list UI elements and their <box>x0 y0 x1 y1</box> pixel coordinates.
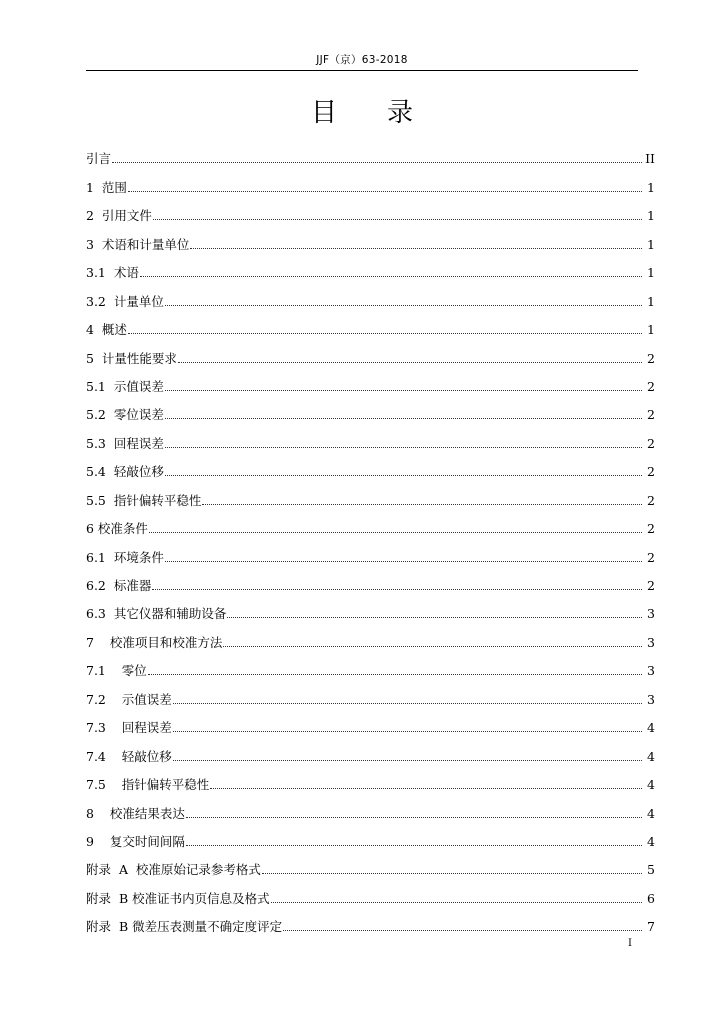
toc-dot-leader <box>223 646 642 647</box>
toc-entry-label: 8 校准结果表达 <box>86 805 185 821</box>
toc-dot-leader <box>283 930 642 931</box>
toc-entry[interactable] <box>86 850 655 878</box>
toc-entry[interactable] <box>86 594 655 622</box>
toc-entry-page: 1 <box>647 208 655 224</box>
toc-entry-page: 2 <box>647 350 655 366</box>
toc-dot-leader <box>173 703 642 704</box>
toc-entry[interactable] <box>86 196 655 224</box>
toc-entry-page: 1 <box>647 293 655 309</box>
toc-entry-label: 5.2 零位误差 <box>86 407 164 423</box>
toc-dot-leader <box>173 731 642 732</box>
toc-entry[interactable] <box>86 651 655 679</box>
toc-entry[interactable] <box>86 708 655 736</box>
toc-entry-page: 3 <box>647 663 655 679</box>
toc-dot-leader <box>165 475 642 476</box>
toc-dot-leader <box>128 333 642 334</box>
toc-entry-page: 7 <box>647 919 655 935</box>
toc-entry-label: 6 校准条件 <box>86 521 148 537</box>
toc-entry-page: 1 <box>647 322 655 338</box>
toc-entry[interactable] <box>86 793 655 821</box>
toc-entry-label: 6.2 标准器 <box>86 578 152 593</box>
page-title: 目录 <box>310 98 463 128</box>
toc-dot-leader <box>140 276 642 277</box>
toc-entry-page: 2 <box>647 464 655 480</box>
toc-entry-page: 3 <box>647 634 655 650</box>
toc-entry[interactable] <box>86 253 655 281</box>
toc-entry-page: 2 <box>647 521 655 537</box>
header-rule <box>86 70 638 71</box>
toc-dot-leader <box>186 817 642 818</box>
toc-entry-page: 4 <box>647 720 655 736</box>
toc-entry-label: 5.1 示值误差 <box>86 378 164 394</box>
toc-entry-page: 2 <box>647 378 655 394</box>
toc-entry-label: 引言 <box>86 151 112 167</box>
toc-entry-page: 3 <box>647 606 655 622</box>
toc-entry-page: 4 <box>647 748 655 764</box>
toc-entry[interactable] <box>86 367 655 395</box>
toc-entry[interactable] <box>86 736 655 764</box>
footer-page-number: I <box>628 938 632 949</box>
toc-entry-label: 4 概述 <box>86 322 127 338</box>
toc-entry[interactable] <box>86 679 655 707</box>
toc-entry-label: 5.3 回程误差 <box>86 435 164 451</box>
toc-dot-leader <box>165 305 642 306</box>
toc-entry[interactable] <box>86 167 655 195</box>
toc-dot-leader <box>128 191 642 192</box>
toc-entry-page: 5 <box>647 862 655 878</box>
running-header: JJF（京）63-2018 <box>316 54 408 66</box>
toc-entry-page: 1 <box>647 236 655 252</box>
toc-entry[interactable] <box>86 822 655 850</box>
toc-entry-label: 7.3 回程误差 <box>86 720 172 736</box>
toc-entry[interactable] <box>86 878 655 906</box>
toc-entry-label: 7.4 轻敲位移 <box>86 748 172 764</box>
toc-entry-label: 3 术语和计量单位 <box>86 236 190 252</box>
toc-entry-label: 5.5 指针偏转平稳性 <box>86 492 202 508</box>
toc-entry[interactable] <box>86 622 655 650</box>
toc-entry[interactable] <box>86 423 655 451</box>
toc-entry-page: 2 <box>647 549 655 565</box>
toc-dot-leader <box>152 589 642 590</box>
toc-dot-leader <box>165 447 642 448</box>
toc-dot-leader <box>165 390 642 391</box>
toc-entry[interactable] <box>86 139 655 167</box>
table-of-contents <box>86 139 655 935</box>
toc-entry[interactable] <box>86 566 655 594</box>
toc-entry[interactable] <box>86 395 655 423</box>
toc-entry-page: 4 <box>647 833 655 849</box>
toc-entry-label: 附录 B 校准证书内页信息及格式 <box>86 890 270 906</box>
toc-entry[interactable] <box>86 452 655 480</box>
toc-dot-leader <box>178 362 642 363</box>
toc-entry-label: 7.1 零位 <box>86 663 147 679</box>
toc-dot-leader <box>112 162 642 163</box>
toc-entry-page: 2 <box>647 492 655 508</box>
toc-entry-page: 3 <box>647 691 655 707</box>
toc-entry-label: 3.2 计量单位 <box>86 293 164 309</box>
toc-entry[interactable] <box>86 765 655 793</box>
toc-entry[interactable] <box>86 509 655 537</box>
toc-dot-leader <box>173 760 642 761</box>
toc-entry[interactable] <box>86 338 655 366</box>
toc-dot-leader <box>202 504 642 505</box>
toc-entry-label: 附录 B 微差压表测量不确定度评定 <box>86 919 283 935</box>
toc-entry[interactable] <box>86 480 655 508</box>
toc-entry-page: 1 <box>647 265 655 281</box>
toc-entry-label: 7 校准项目和校准方法 <box>86 634 223 650</box>
toc-entry-label: 7.2 示值误差 <box>86 691 172 707</box>
toc-entry-label: 6.3 其它仪器和辅助设备 <box>86 606 227 622</box>
toc-entry-page: II <box>645 151 655 167</box>
toc-entry-page: 2 <box>647 578 655 593</box>
toc-entry-label: 6.1 环境条件 <box>86 549 164 565</box>
toc-entry-page: 2 <box>647 407 655 423</box>
toc-dot-leader <box>153 219 642 220</box>
toc-entry-page: 6 <box>647 890 655 906</box>
toc-dot-leader <box>190 248 642 249</box>
toc-dot-leader <box>271 902 642 903</box>
toc-entry-label: 附录 A 校准原始记录参考格式 <box>86 862 261 878</box>
toc-entry-label: 7.5 指针偏转平稳性 <box>86 777 210 793</box>
toc-dot-leader <box>149 532 642 533</box>
toc-entry-label: 1 范围 <box>86 179 127 195</box>
toc-entry-page: 4 <box>647 777 655 793</box>
toc-entry-page: 2 <box>647 435 655 451</box>
toc-entry[interactable] <box>86 224 655 252</box>
toc-dot-leader <box>165 418 642 419</box>
toc-entry-page: 4 <box>647 805 655 821</box>
toc-entry-label: 2 引用文件 <box>86 208 152 224</box>
toc-entry-page: 1 <box>647 179 655 195</box>
toc-dot-leader <box>210 788 642 789</box>
toc-entry[interactable] <box>86 310 655 338</box>
toc-entry-label: 5.4 轻敲位移 <box>86 464 164 480</box>
toc-entry[interactable] <box>86 907 655 935</box>
toc-dot-leader <box>227 617 642 618</box>
toc-entry[interactable] <box>86 281 655 309</box>
toc-dot-leader <box>148 674 642 675</box>
toc-entry-label: 3.1 术语 <box>86 265 139 281</box>
toc-dot-leader <box>262 873 642 874</box>
toc-dot-leader <box>186 845 642 846</box>
toc-entry-label: 9 复交时间间隔 <box>86 833 185 849</box>
toc-dot-leader <box>165 561 642 562</box>
toc-entry-label: 5 计量性能要求 <box>86 350 177 366</box>
toc-entry[interactable] <box>86 537 655 565</box>
